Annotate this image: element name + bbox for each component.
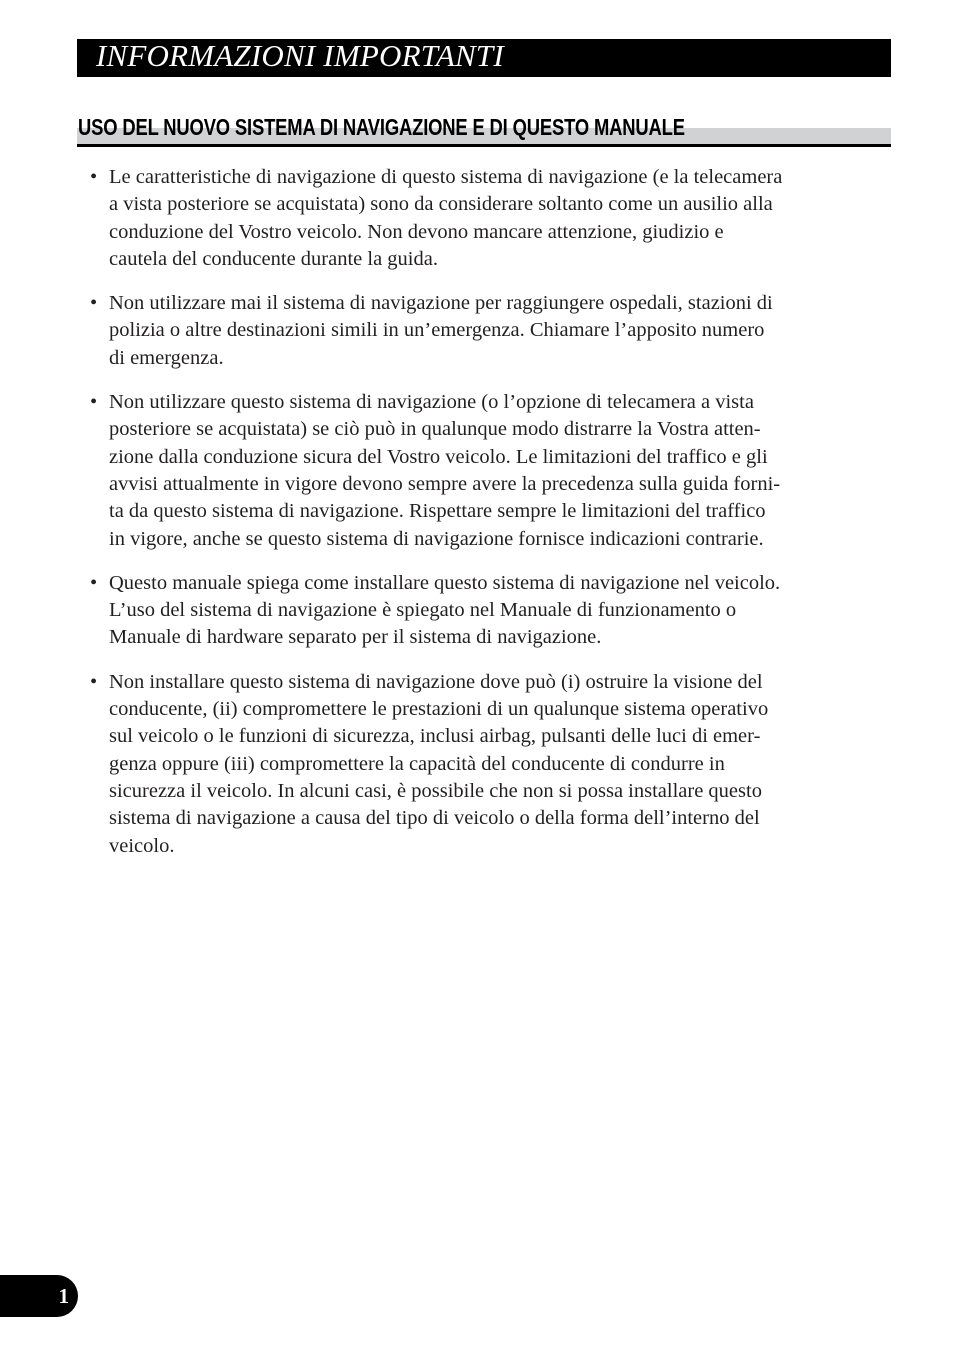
- bullet-item: [90, 164, 865, 273]
- bullet-line: L’uso del sistema di navigazione è spiegato nel Manuale di funzionamento o: [109, 599, 737, 622]
- bullet-symbol: •: [90, 292, 98, 315]
- bullet-symbol: •: [90, 166, 98, 188]
- bullet-line: sicurezza il veicolo. In alcuni casi, è possibile che non si possa installare questo: [109, 779, 762, 802]
- bullet-line: Non installare questo sistema di navigazione dove può (i) ostruire la visione del: [109, 670, 763, 693]
- bullet-line: sul veicolo o le funzioni di sicurezza, inclusi airbag, pulsanti delle luci di emer-: [109, 725, 761, 748]
- bullet-line: conduzione del Vostro veicolo. Non devono mancare attenzione, giudizio e: [109, 220, 724, 243]
- bullet-line: avvisi attualmente in vigore devono sempre avere la precedenza sulla guida forni-: [109, 472, 781, 495]
- bullet-line: Non utilizzare questo sistema di navigazione (o l’opzione di telecamera a vista: [109, 391, 754, 414]
- section-heading: USO DEL NUOVO SISTEMA DI NAVIGAZIONE E DI QUESTO MANUALE: [78, 114, 685, 140]
- bullet-symbol: •: [90, 670, 98, 693]
- bullet-line: conducente, (ii) compromettere le prestazioni di un qualunque sistema operativo: [109, 698, 769, 721]
- bullet-item: [90, 669, 865, 860]
- bullet-symbol: •: [90, 571, 98, 594]
- bullet-line: Questo manuale spiega come installare questo sistema di navigazione nel veicolo.: [109, 571, 781, 594]
- section-header: [77, 112, 891, 147]
- bullet-line: sistema di navigazione a causa del tipo di veicolo o della forma dell’interno del: [109, 807, 760, 830]
- chapter-title-bar: [77, 39, 891, 77]
- bullet-item: [90, 389, 865, 553]
- bullet-symbol: •: [90, 391, 98, 414]
- bullet-item: [90, 570, 865, 652]
- bullet-line: Le caratteristiche di navigazione di questo sistema di navigazione (e la telecamera: [109, 166, 783, 188]
- bullet-line: Non utilizzare mai il sistema di navigazione per raggiungere ospedali, stazioni di: [109, 292, 773, 315]
- page-number: 1: [58, 1284, 69, 1308]
- bullet-list: [90, 164, 865, 877]
- section-header-rule: [77, 144, 891, 147]
- bullet-line: di emergenza.: [109, 346, 224, 369]
- bullet-line: a vista posteriore se acquistata) sono da considerare soltanto come un ausilio alla: [109, 193, 773, 216]
- bullet-line: Manuale di hardware separato per il sistema di navigazione.: [109, 626, 602, 649]
- bullet-line: in vigore, anche se questo sistema di navigazione fornisce indicazioni contrarie.: [109, 527, 764, 550]
- bullet-line: cautela del conducente durante la guida.: [109, 247, 438, 270]
- bullet-line: polizia o altre destinazioni simili in un’emergenza. Chiamare l’apposito numero: [109, 319, 765, 342]
- bullet-line: genza oppure (iii) compromettere la capacità del conducente di condurre in: [109, 752, 725, 775]
- bullet-line: veicolo.: [109, 834, 175, 857]
- bullet-line: posteriore se acquistata) se ciò può in qualunque modo distrarre la Vostra atten-: [109, 418, 761, 441]
- bullet-line: zione dalla conduzione sicura del Vostro veicolo. Le limitazioni del traffico e gli: [109, 445, 768, 468]
- bullet-item: [90, 290, 865, 372]
- page-number-tab: [0, 1275, 78, 1317]
- chapter-title: INFORMAZIONI IMPORTANTI: [96, 38, 504, 73]
- bullet-line: ta da questo sistema di navigazione. Rispettare sempre le limitazioni del traffico: [109, 500, 766, 523]
